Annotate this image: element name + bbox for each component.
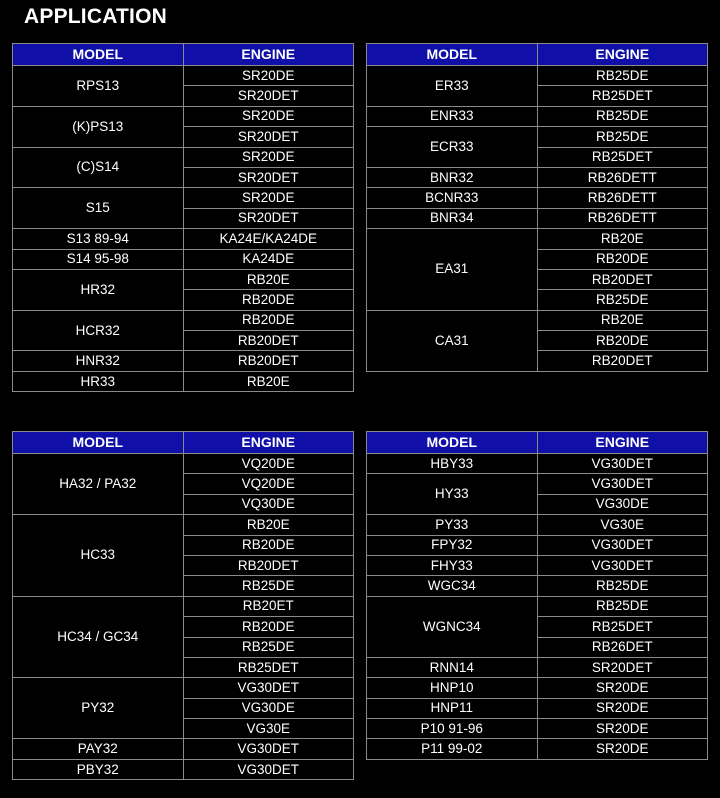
model-cell: HY33 [367, 474, 538, 515]
table-row [367, 106, 708, 126]
engine-column-header: ENGINE [537, 432, 708, 454]
table-row [367, 208, 708, 228]
engine-cell: RB25DE [537, 576, 708, 596]
engine-cell: RB20DET [537, 351, 708, 371]
page-title: APPLICATION [24, 5, 167, 28]
engine-cell: RB25DET [537, 617, 708, 637]
table-row [13, 229, 354, 249]
engine-cell: RB20DET [183, 331, 354, 351]
engine-cell: SR20DE [183, 188, 354, 208]
engine-cell: VG30DET [537, 555, 708, 575]
engine-cell: VG30DET [537, 454, 708, 474]
engine-cell: RB20E [537, 310, 708, 330]
table-row [13, 454, 354, 474]
model-cell: HNR32 [13, 351, 184, 371]
table-row [367, 310, 708, 330]
table-row [367, 167, 708, 187]
engine-cell: RB26DETT [537, 208, 708, 228]
engine-cell: RB25DET [537, 147, 708, 167]
engine-cell: SR20DET [183, 127, 354, 147]
model-cell: HR33 [13, 371, 184, 391]
table-row [13, 759, 354, 779]
engine-cell: RB20DE [537, 249, 708, 269]
model-cell: BNR34 [367, 208, 538, 228]
table-row [13, 351, 354, 371]
model-cell: (K)PS13 [13, 106, 184, 147]
engine-cell: SR20DET [537, 657, 708, 677]
engine-cell: RB26DETT [537, 167, 708, 187]
table-row [13, 515, 354, 535]
table-row [13, 249, 354, 269]
table-row [13, 66, 354, 86]
model-cell: WGNC34 [367, 596, 538, 657]
model-cell: S13 89-94 [13, 229, 184, 249]
model-column-header: MODEL [13, 432, 184, 454]
model-cell: P10 91-96 [367, 719, 538, 739]
engine-cell: VG30DET [183, 759, 354, 779]
model-cell: HC34 / GC34 [13, 596, 184, 678]
table-row [367, 596, 708, 616]
engine-cell: KA24DE [183, 249, 354, 269]
table-row [367, 127, 708, 147]
model-cell: P11 99-02 [367, 739, 538, 759]
engine-cell: RB20DE [183, 290, 354, 310]
model-column-header: MODEL [13, 44, 184, 66]
engine-cell: SR20DE [537, 698, 708, 718]
engine-cell: SR20DE [183, 66, 354, 86]
engine-cell: RB20E [183, 269, 354, 289]
model-cell: HCR32 [13, 310, 184, 351]
model-cell: S14 95-98 [13, 249, 184, 269]
table-row [367, 555, 708, 575]
engine-cell: RB25DE [183, 576, 354, 596]
engine-cell: RB20ET [183, 596, 354, 616]
application-table-4 [366, 431, 708, 760]
engine-cell: RB25DE [537, 66, 708, 86]
engine-cell: VG30DE [537, 494, 708, 514]
engine-cell: RB20DET [183, 555, 354, 575]
model-cell: FPY32 [367, 535, 538, 555]
table-row [367, 739, 708, 759]
engine-cell: SR20DET [183, 167, 354, 187]
table-row [13, 371, 354, 391]
table-row [13, 106, 354, 126]
engine-column-header: ENGINE [537, 44, 708, 66]
engine-cell: SR20DET [183, 86, 354, 106]
table-row [367, 188, 708, 208]
model-column-header: MODEL [367, 44, 538, 66]
model-cell: PY32 [13, 678, 184, 739]
engine-cell: RB20DE [183, 535, 354, 555]
table-row [13, 596, 354, 616]
engine-cell: RB20E [183, 515, 354, 535]
table-row [13, 147, 354, 167]
model-cell: ECR33 [367, 127, 538, 168]
engine-cell: RB20E [183, 371, 354, 391]
table-row [13, 739, 354, 759]
engine-cell: VQ30DE [183, 494, 354, 514]
engine-column-header: ENGINE [183, 44, 354, 66]
model-cell: CA31 [367, 310, 538, 371]
table-row [13, 188, 354, 208]
model-cell: HBY33 [367, 454, 538, 474]
model-cell: PAY32 [13, 739, 184, 759]
table-row [367, 576, 708, 596]
engine-cell: SR20DE [537, 739, 708, 759]
engine-cell: VG30DE [183, 698, 354, 718]
engine-cell: SR20DE [183, 147, 354, 167]
engine-cell: RB25DET [183, 657, 354, 677]
engine-cell: VG30DET [183, 739, 354, 759]
model-cell: HC33 [13, 515, 184, 597]
table-row [367, 229, 708, 249]
engine-cell: VG30E [183, 719, 354, 739]
model-cell: HA32 / PA32 [13, 454, 184, 515]
model-cell: RNN14 [367, 657, 538, 677]
model-cell: HNP10 [367, 678, 538, 698]
table-row [367, 535, 708, 555]
engine-cell: RB25DET [537, 86, 708, 106]
table-row [367, 719, 708, 739]
table-header-row [13, 44, 354, 66]
table-row [367, 66, 708, 86]
table-header-row [367, 432, 708, 454]
engine-cell: RB26DETT [537, 188, 708, 208]
engine-cell: VG30E [537, 515, 708, 535]
engine-cell: VQ20DE [183, 474, 354, 494]
model-column-header: MODEL [367, 432, 538, 454]
engine-cell: VG30DET [183, 678, 354, 698]
engine-cell: SR20DET [183, 208, 354, 228]
application-table-2 [366, 43, 708, 372]
model-cell: RPS13 [13, 66, 184, 107]
table-row [367, 678, 708, 698]
model-cell: BCNR33 [367, 188, 538, 208]
engine-cell: SR20DE [537, 678, 708, 698]
table-row [367, 515, 708, 535]
engine-cell: VG30DET [537, 535, 708, 555]
table-row [13, 310, 354, 330]
engine-cell: KA24E/KA24DE [183, 229, 354, 249]
model-cell: WGC34 [367, 576, 538, 596]
engine-cell: RB20DET [537, 269, 708, 289]
engine-cell: RB25DE [537, 106, 708, 126]
model-cell: HNP11 [367, 698, 538, 718]
engine-cell: RB25DE [183, 637, 354, 657]
engine-cell: RB25DE [537, 127, 708, 147]
engine-column-header: ENGINE [183, 432, 354, 454]
model-cell: (C)S14 [13, 147, 184, 188]
table-row [13, 269, 354, 289]
engine-cell: RB20DE [183, 310, 354, 330]
engine-cell: VQ20DE [183, 454, 354, 474]
model-cell: FHY33 [367, 555, 538, 575]
engine-cell: RB20DET [183, 351, 354, 371]
model-cell: ER33 [367, 66, 538, 107]
table-row [367, 657, 708, 677]
model-cell: EA31 [367, 229, 538, 311]
engine-cell: SR20DE [183, 106, 354, 126]
engine-cell: RB26DET [537, 637, 708, 657]
engine-cell: SR20DE [537, 719, 708, 739]
model-cell: PY33 [367, 515, 538, 535]
engine-cell: RB20E [537, 229, 708, 249]
model-cell: S15 [13, 188, 184, 229]
table-header-row [367, 44, 708, 66]
table-row [13, 678, 354, 698]
table-header-row [13, 432, 354, 454]
engine-cell: RB20DE [537, 331, 708, 351]
model-cell: HR32 [13, 269, 184, 310]
engine-cell: RB20DE [183, 617, 354, 637]
table-row [367, 474, 708, 494]
model-cell: BNR32 [367, 167, 538, 187]
engine-cell: RB25DE [537, 290, 708, 310]
engine-cell: VG30DET [537, 474, 708, 494]
table-row [367, 454, 708, 474]
model-cell: ENR33 [367, 106, 538, 126]
engine-cell: RB25DE [537, 596, 708, 616]
application-table-1 [12, 43, 354, 392]
table-row [367, 698, 708, 718]
model-cell: PBY32 [13, 759, 184, 779]
application-table-3 [12, 431, 354, 780]
